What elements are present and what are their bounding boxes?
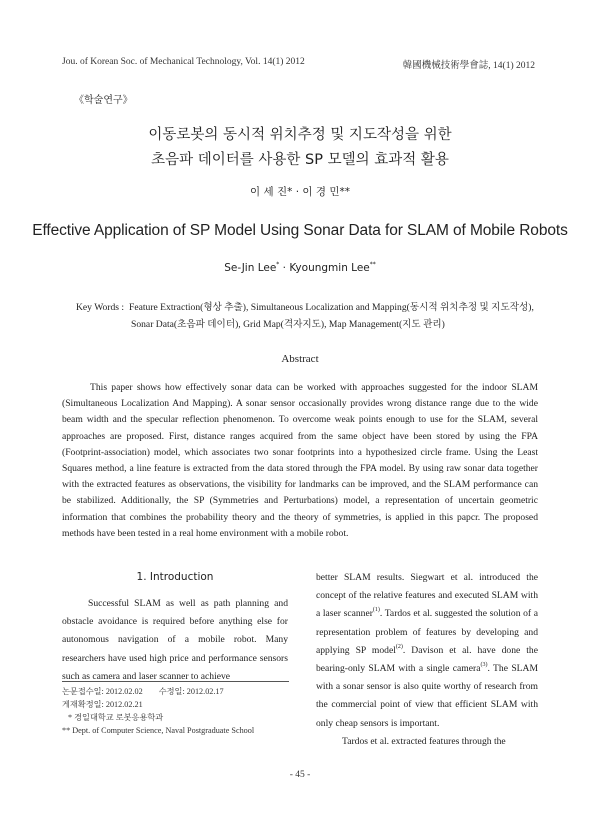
korean-title-line-2: 초음파 데이터를 사용한 SP 모델의 효과적 활용	[151, 152, 449, 168]
abstract-body	[62, 380, 538, 542]
footnote-affiliation-1: * 경일대학교 로봇응용학과	[68, 713, 164, 722]
article-category: 《학술연구》	[74, 95, 133, 106]
page-number: - 45 -	[289, 770, 311, 780]
journal-header-korean: 韓國機械技術學會誌, 14(1) 2012	[402, 61, 535, 71]
citation-2: (2)	[395, 643, 403, 650]
intro-text-segment: better SLAM results. Siegwart et al. introduced the concept of the relative features and executed SLAM with a laser scanner	[316, 572, 538, 620]
keywords-line-2: Sonar Data(초음파 데이터), Grid Map(격자지도), Map Management(지도 관리)	[131, 319, 445, 330]
footnotes	[62, 685, 307, 737]
korean-authors: 이 세 진* · 이 경 민**	[250, 186, 350, 198]
author-2-mark: **	[369, 261, 376, 268]
korean-title-line-1: 이동로봇의 동시적 위치추정 및 지도작성을 위한	[148, 127, 452, 143]
english-authors	[0, 262, 600, 274]
journal-header-english: Jou. of Korean Soc. of Mechanical Technology, Vol. 14(1) 2012	[62, 57, 305, 67]
footnote-affiliation-2: ** Dept. of Computer Science, Naval Postgraduate School	[62, 726, 255, 735]
intro-text-segment: . Davison et al. have done the bearing-only SLAM with a single camera	[316, 644, 538, 675]
keywords-line-1: Feature Extraction(형상 추출), Simultaneous Localization and Mapping(동시적 위치추정 및 지도작성),	[129, 302, 534, 313]
intro-text-segment: . Tardos et al. suggested the solution of a representation problem of features by developing and applying SP model	[316, 608, 538, 656]
introduction-right-paragraph-2: Tardos et al. extracted features through the	[342, 735, 506, 747]
abstract-paragraph: This paper shows how effectively sonar data can be worked with approaches suggested for the indoor SLAM (Simultaneous Localization And Mapping). A sonar sensor occasionally provides wrong distance range due to the wide beam width and the specular reflection phenomenon. To overcome weak points enough to use for the SLAM, several approaches are proposed. First, distance ranges acquired from the same object have been stored by using the FPA (Footprint-association) model, which associates two sonar footprints into a hypothesized circle frame. Using the Least Squares method, a line feature is extracted from the data stored through the FPA model. By using raw sonar data together with the extracted features as observations, the visibility for landmarks can be improved, and the SLAM performance can be stabilized. Additionally, the SP (Symmetries and Perturbations) model, a representation of uncertain geometric information that combines the probability theory and the theory of symmetries, is applied in this papcr. The proposed methods have been tested in a real home environment with a mobile robot.	[62, 382, 538, 539]
author-1-mark: *	[276, 261, 280, 268]
keywords-label: Key Words :	[76, 302, 125, 313]
keywords-block	[76, 299, 546, 333]
introduction-right-paragraph-1	[316, 569, 538, 733]
author-2-name: Kyoungmin Lee	[289, 262, 370, 274]
introduction-left-paragraph: Successful SLAM as well as path planning and obstacle avoidance is required before anything else for autonomous navigation of a mobile robot. Many researchers have used high price and performance sensors such as camera and laser scanner to achieve	[62, 598, 288, 682]
accepted-date: 게재확정일: 2012.02.21	[62, 700, 143, 709]
footnote-dates	[62, 685, 307, 698]
received-date: 논문접수일: 2012.02.02	[62, 687, 143, 696]
english-title: Effective Application of SP Model Using Sonar Data for SLAM of Mobile Robots	[32, 222, 568, 239]
intro-text-segment: . The SLAM with a sonar sensor is also quite worthy of research from the commercial point of view that efficient SLAM with only cheap sensors is important.	[316, 663, 538, 729]
introduction-heading: 1. Introduction	[136, 571, 214, 583]
revised-date: 수정일: 2012.02.17	[158, 687, 224, 696]
author-1-name: Se-Jin Lee	[224, 262, 277, 274]
abstract-heading: Abstract	[281, 353, 319, 365]
introduction-right-column	[316, 569, 538, 751]
citation-1: (1)	[372, 607, 380, 614]
citation-3: (3)	[480, 662, 488, 669]
footnote-divider	[62, 681, 289, 682]
author-separator: ·	[279, 262, 290, 274]
